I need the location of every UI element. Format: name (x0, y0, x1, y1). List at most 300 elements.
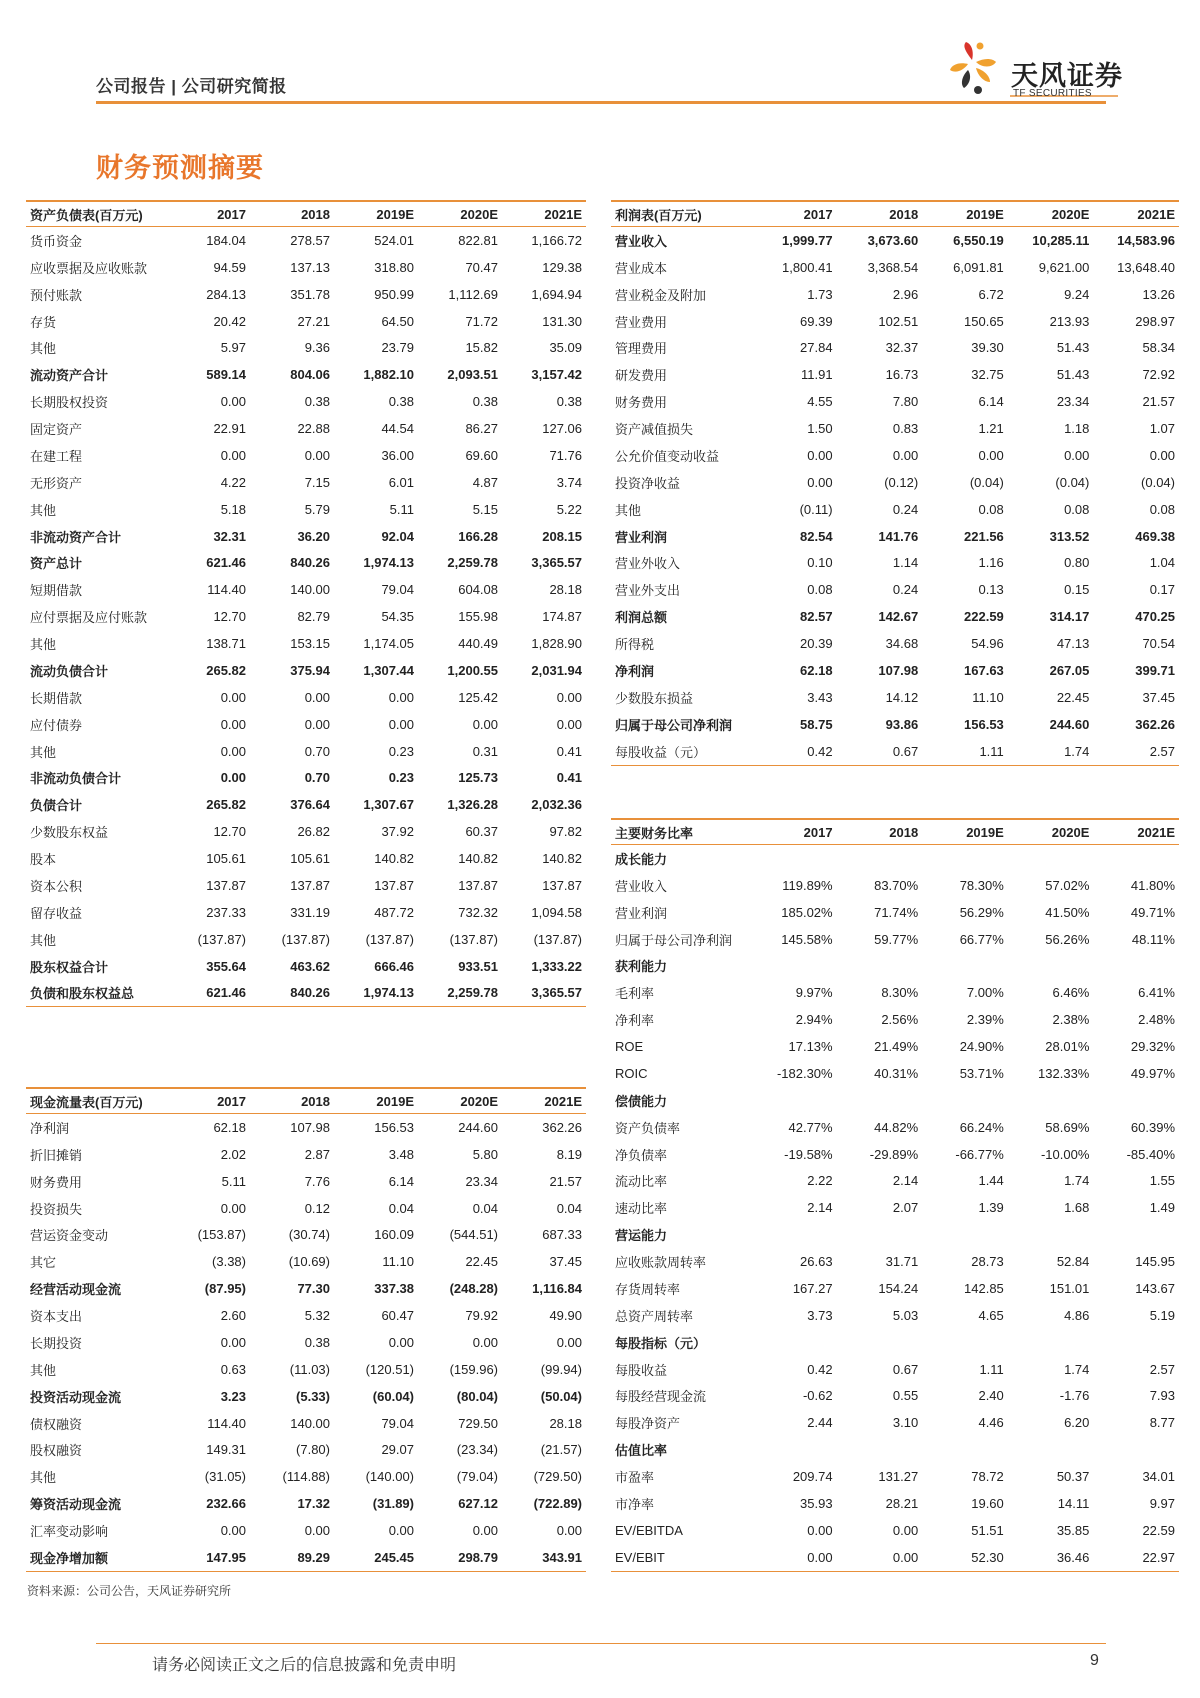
cell-value: 23.34 (465, 1173, 498, 1189)
cell-value: 2.07 (892, 1200, 919, 1216)
cell-value: 1.74 (1064, 1361, 1090, 1377)
cell-value: 0.80 (1064, 555, 1090, 571)
cell-value: 71.74% (874, 904, 919, 920)
cell-value: 5.11 (389, 501, 414, 517)
row-label: 营业收入 (615, 878, 668, 894)
year-header: 2020E (1008, 819, 1094, 845)
row-label: 长期借款 (30, 690, 83, 706)
cell-value: 22.45 (1056, 689, 1090, 705)
cell-value (1093, 1436, 1179, 1463)
cell-value: 1,828.90 (531, 636, 582, 652)
cell-value: 82.57 (800, 609, 833, 625)
cell-value: 1,112.69 (448, 286, 498, 302)
cell-value: 154.24 (878, 1280, 919, 1296)
row-label: 营业成本 (615, 260, 668, 276)
table-row (611, 1006, 1179, 1033)
cell-value: 156.53 (374, 1119, 414, 1135)
year-header: 2017 (751, 201, 837, 227)
income-statement-table (611, 200, 1179, 766)
cell-value: 0.38 (472, 394, 498, 410)
cell-value: 6.01 (388, 474, 414, 490)
table-row (26, 281, 586, 308)
cell-value: 2,031.94 (531, 662, 582, 678)
page-number: 9 (1090, 1652, 1099, 1669)
year-header: 2019E (334, 201, 418, 227)
cell-value: 1.44 (978, 1173, 1004, 1189)
cell-value: 69.39 (800, 313, 833, 329)
cell-value: 2.57 (1149, 1361, 1175, 1377)
cell-value: 463.62 (290, 958, 330, 974)
cell-value: 77.30 (297, 1281, 330, 1297)
cell-value: (7.80) (296, 1442, 330, 1458)
cell-value: 14.12 (885, 689, 919, 705)
cell-value: 37.45 (1142, 689, 1175, 705)
cell-value (1008, 845, 1094, 872)
row-label: 营运资金变动 (30, 1228, 109, 1244)
table-row (26, 496, 586, 523)
cell-value: 37.92 (381, 824, 414, 840)
cell-value (922, 1329, 1008, 1356)
table-row (611, 1409, 1179, 1436)
cell-value: (31.05) (204, 1469, 246, 1485)
cell-value: 22.45 (465, 1254, 498, 1270)
table-row (611, 899, 1179, 926)
row-label: 公允价值变动收益 (615, 448, 720, 464)
row-label: ROE (615, 1039, 644, 1055)
row-label: 无形资产 (30, 475, 83, 491)
row-label: 股东权益合计 (30, 959, 109, 975)
cell-value: 20.42 (213, 313, 246, 329)
cell-value (837, 1221, 923, 1248)
row-label: 成长能力 (615, 851, 668, 867)
cell-value: 89.29 (250, 1544, 334, 1571)
cell-value: 0.23 (388, 770, 414, 786)
cell-value: 2.40 (978, 1388, 1004, 1404)
cell-value: 0.38 (556, 394, 582, 410)
cell-value: -66.77% (955, 1146, 1004, 1162)
row-label: 估值比率 (615, 1443, 668, 1459)
row-label: 资产减值损失 (615, 422, 694, 438)
table-row (26, 523, 586, 550)
cell-value: 32.37 (885, 340, 919, 356)
cell-value: 376.64 (290, 797, 330, 813)
cell-value: 24.90% (959, 1039, 1004, 1055)
cell-value: 314.17 (1049, 609, 1090, 625)
table-row (611, 1168, 1179, 1195)
cell-value: 1,094.58 (531, 904, 582, 920)
cell-value: 62.18 (800, 662, 833, 678)
cell-value: 141.76 (878, 528, 919, 544)
cell-value: 0.00 (388, 716, 414, 732)
cell-value: 4.65 (978, 1307, 1004, 1323)
cell-value: 621.46 (166, 980, 250, 1007)
cell-value: 2.48% (1138, 1012, 1175, 1028)
row-label: 营业收入 (615, 233, 668, 249)
cell-value (922, 845, 1008, 872)
cell-value: 0.04 (388, 1200, 414, 1216)
cell-value (922, 953, 1008, 980)
cell-value: 184.04 (206, 232, 246, 248)
cell-value: 58.69% (1045, 1119, 1090, 1135)
cell-value: 31.71 (885, 1254, 919, 1270)
row-label: 偿债能力 (615, 1093, 668, 1109)
cell-value: (11.03) (289, 1361, 330, 1377)
row-label: 投资活动现金流 (30, 1389, 122, 1405)
cell-value: 4.55 (807, 394, 833, 410)
row-label: 货币资金 (30, 233, 83, 249)
cell-value: 244.60 (458, 1119, 498, 1135)
cell-value: 0.00 (1149, 447, 1175, 463)
table-row (611, 1087, 1179, 1114)
disclaimer-text: 请务必阅读正文之后的信息披露和免责申明 (152, 1657, 457, 1674)
cell-value: 232.66 (206, 1496, 246, 1512)
table-header-row (26, 201, 586, 227)
cell-value: 0.83 (892, 421, 919, 437)
table-row (611, 603, 1179, 630)
row-label: 资产总计 (30, 556, 83, 572)
cell-value: 470.25 (1135, 609, 1175, 625)
cell-value (751, 1329, 837, 1356)
cell-value: 145.95 (1135, 1254, 1175, 1270)
cell-value: 1.68 (1064, 1200, 1090, 1216)
cell-value: 56.29% (959, 904, 1004, 920)
table-row (26, 576, 586, 603)
cell-value: 167.63 (964, 662, 1004, 678)
cell-value (1008, 1087, 1094, 1114)
cell-value: 6.41% (1138, 985, 1175, 1001)
table-row (26, 953, 586, 980)
cell-value: 149.31 (206, 1442, 246, 1458)
row-label: 营运能力 (615, 1228, 668, 1244)
cell-value: -85.40% (1126, 1146, 1175, 1162)
cell-value: 151.01 (1049, 1280, 1090, 1296)
logo-petal-orange-right (976, 59, 996, 67)
cell-value (751, 1221, 837, 1248)
cell-value: 2.14 (807, 1200, 833, 1216)
cell-value: 137.87 (374, 877, 414, 893)
cell-value: 17.32 (297, 1496, 330, 1512)
cell-value: 3,157.42 (531, 367, 582, 383)
table-row (611, 335, 1179, 362)
cell-value: 52.84 (1056, 1254, 1090, 1270)
cell-value: 60.47 (381, 1308, 414, 1324)
cell-value: 1,307.67 (363, 797, 414, 813)
cell-value: 5.79 (304, 501, 330, 517)
table-row (611, 630, 1179, 657)
cell-value: 143.67 (1135, 1280, 1175, 1296)
cell-value: (0.12) (884, 474, 919, 490)
cell-value: 2.39% (966, 1012, 1004, 1028)
row-label: 获利能力 (615, 959, 668, 975)
row-label: 投资净收益 (615, 475, 681, 491)
table-row (26, 254, 586, 281)
cell-value: 19.60 (971, 1495, 1004, 1511)
table-row (26, 550, 586, 577)
table-title: 现金流量表(百万元) (26, 1088, 166, 1114)
cell-value: 0.63 (220, 1361, 246, 1377)
row-label: 每股净资产 (615, 1416, 681, 1432)
year-header: 2018 (250, 201, 334, 227)
cell-value (922, 1221, 1008, 1248)
cell-value: 0.00 (892, 447, 919, 463)
cell-value: 0.00 (556, 1523, 582, 1539)
row-label: 资本公积 (30, 878, 83, 894)
cell-value: 140.00 (290, 582, 330, 598)
cell-value: 4.22 (220, 474, 246, 490)
cell-value: (79.04) (456, 1469, 498, 1485)
cell-value: 0.38 (388, 394, 414, 410)
cell-value: 9,621.00 (1038, 259, 1090, 275)
row-label: 投资损失 (30, 1201, 83, 1217)
cell-value: 28.01% (1045, 1039, 1090, 1055)
cell-value: 9.97% (795, 985, 833, 1001)
row-label: 其他 (30, 932, 57, 948)
cell-value: 1.39 (978, 1200, 1004, 1216)
cell-value: 3.74 (556, 474, 582, 490)
year-header: 2018 (837, 819, 923, 845)
cell-value: 284.13 (206, 286, 246, 302)
row-label: 净利率 (615, 1013, 655, 1029)
cell-value: 79.04 (381, 1415, 414, 1431)
cell-value: (30.74) (288, 1227, 330, 1243)
cell-value: 1,694.94 (531, 286, 582, 302)
cell-value: 0.00 (304, 689, 330, 705)
cell-value (837, 845, 923, 872)
table-row (611, 388, 1179, 415)
cell-value: 60.39% (1130, 1119, 1175, 1135)
cell-value: 92.04 (381, 528, 414, 544)
cell-value: 318.80 (374, 259, 414, 275)
cell-value: 1.50 (807, 421, 833, 437)
cell-value: 2.22 (807, 1173, 833, 1189)
cell-value: 362.26 (542, 1119, 582, 1135)
row-label: 折旧摊销 (30, 1147, 83, 1163)
table-row (611, 1302, 1179, 1329)
cell-value: (31.89) (372, 1496, 414, 1512)
cell-value (1093, 1221, 1179, 1248)
table-row (611, 872, 1179, 899)
row-label: 资本支出 (30, 1309, 83, 1325)
balance-sheet-table (26, 200, 586, 1007)
cell-value: 7.93 (1149, 1388, 1175, 1404)
cell-value: 0.10 (807, 555, 833, 571)
cell-value: 56.26% (1045, 931, 1090, 947)
cell-value: 44.54 (381, 421, 414, 437)
cell-value: 1,174.05 (363, 636, 414, 652)
cell-value: 0.31 (472, 743, 498, 759)
cell-value: 3,673.60 (867, 232, 919, 248)
cell-value: 313.52 (1049, 528, 1090, 544)
cell-value: 0.00 (220, 689, 246, 705)
cell-value: 375.94 (290, 662, 330, 678)
cell-value: 150.65 (964, 313, 1004, 329)
cell-value: 1.11 (922, 738, 1008, 765)
table-row (611, 926, 1179, 953)
cell-value: 48.11% (1131, 931, 1175, 947)
cell-value: 0.00 (472, 716, 498, 732)
cell-value: 0.41 (556, 770, 582, 786)
cell-value: 0.70 (304, 770, 330, 786)
row-label: 负债和股东权益总 (26, 980, 166, 1007)
cell-value (751, 1436, 837, 1463)
cell-value: 0.00 (556, 1334, 582, 1350)
table-row (611, 1248, 1179, 1275)
logo-dot-top (977, 43, 984, 50)
cell-value: 137.87 (458, 877, 498, 893)
cell-value: 142.67 (878, 609, 919, 625)
table-row (611, 576, 1179, 603)
cell-value: (10.69) (288, 1254, 330, 1270)
cell-value: 1.55 (1149, 1173, 1175, 1189)
cell-value: 132.33% (1038, 1065, 1090, 1081)
cell-value (1093, 1329, 1179, 1356)
cell-value: 58.34 (1142, 340, 1175, 356)
row-label: 净利润 (615, 663, 655, 679)
cell-value: 7.80 (892, 394, 919, 410)
cell-value: 78.30% (959, 877, 1004, 893)
cell-value: 1.14 (892, 555, 919, 571)
cell-value: 102.51 (878, 313, 919, 329)
cell-value: 278.57 (290, 232, 330, 248)
cell-value (1008, 1329, 1094, 1356)
cell-value: 34.68 (885, 636, 919, 652)
table-row (611, 711, 1179, 738)
cell-value: (80.04) (456, 1388, 498, 1404)
cell-value: 0.00 (220, 716, 246, 732)
cell-value: 131.30 (542, 313, 582, 329)
cell-value: 298.97 (1135, 313, 1175, 329)
header-divider (96, 101, 1106, 104)
cell-value: 0.00 (807, 474, 833, 490)
cell-value: 26.82 (297, 824, 330, 840)
cell-value: 142.85 (964, 1280, 1004, 1296)
cell-value: 137.87 (290, 877, 330, 893)
row-label: 市净率 (615, 1496, 655, 1512)
cell-value: 11.10 (972, 689, 1004, 705)
cell-value: 0.04 (472, 1200, 498, 1216)
cell-value: 5.80 (472, 1146, 498, 1162)
cell-value: 0.13 (978, 582, 1004, 598)
row-label: 流动资产合计 (30, 368, 109, 384)
year-header: 2019E (334, 1088, 418, 1114)
row-label: 其他 (615, 502, 642, 518)
cell-value: 26.63 (800, 1254, 833, 1270)
cell-value: 22.88 (297, 421, 330, 437)
cell-value: 137.87 (542, 877, 582, 893)
row-label: 汇率变动影响 (30, 1524, 109, 1540)
footer-divider (96, 1643, 1106, 1644)
cell-value: (50.04) (540, 1388, 582, 1404)
cell-value: 3,365.57 (531, 555, 582, 571)
row-label: 存货 (30, 314, 57, 330)
row-label: 流动比率 (615, 1174, 668, 1190)
cell-value: 71.72 (465, 313, 498, 329)
table-row (26, 388, 586, 415)
cell-value: 36.46 (1008, 1544, 1094, 1571)
row-label: 少数股东损益 (615, 690, 694, 706)
cell-value: 687.33 (542, 1227, 582, 1243)
cell-value: 4.86 (1064, 1307, 1090, 1323)
cell-value: 0.08 (807, 582, 833, 598)
cell-value: 351.78 (290, 286, 330, 302)
cell-value: 0.00 (807, 447, 833, 463)
cell-value: 94.59 (213, 259, 246, 275)
row-label: 研发费用 (615, 368, 668, 384)
year-header: 2017 (751, 819, 837, 845)
row-label: 所得税 (615, 637, 655, 653)
row-label: 归属于母公司净利润 (615, 717, 733, 733)
cash-flow-table (26, 1087, 586, 1572)
row-label: 营业利润 (615, 529, 668, 545)
row-label: 其它 (30, 1255, 57, 1271)
cell-value: 0.00 (304, 716, 330, 732)
table-row (611, 1060, 1179, 1087)
cell-value: 0.38 (304, 1334, 330, 1350)
cell-value: 27.84 (800, 340, 833, 356)
cell-value: 35.09 (549, 340, 582, 356)
cell-value: -29.89% (869, 1146, 919, 1162)
cell-value: 51.43 (1056, 367, 1090, 383)
cell-value: 52.30 (922, 1544, 1008, 1571)
cell-value: 3.10 (892, 1415, 919, 1431)
cell-value: 35.85 (1056, 1522, 1090, 1538)
cell-value: 72.92 (1142, 367, 1175, 383)
cell-value: 1.07 (1149, 421, 1175, 437)
cell-value: 2.94% (795, 1012, 833, 1028)
year-header: 2019E (922, 201, 1008, 227)
table-row (611, 738, 1179, 765)
cell-value: 20.39 (800, 636, 833, 652)
financial-ratios-table (611, 818, 1179, 1572)
year-header: 2020E (418, 201, 502, 227)
cell-value: 1,882.10 (363, 367, 414, 383)
cell-value: 36.20 (297, 528, 330, 544)
row-label: 在建工程 (30, 448, 83, 464)
cell-value: 23.79 (381, 340, 414, 356)
table-row (26, 1383, 586, 1410)
cell-value: 604.08 (458, 582, 498, 598)
row-label: 其他 (30, 341, 57, 357)
table-row (26, 1222, 586, 1249)
cell-value: 27.21 (297, 313, 330, 329)
row-label: 债权融资 (30, 1416, 83, 1432)
year-header: 2018 (250, 1088, 334, 1114)
cell-value: 9.36 (304, 340, 330, 356)
cell-value: 57.02% (1045, 877, 1090, 893)
cell-value: 62.18 (213, 1119, 246, 1135)
cell-value: 28.21 (885, 1495, 919, 1511)
row-label: 股本 (30, 852, 57, 868)
cell-value: 245.45 (334, 1544, 418, 1571)
cell-value: (137.87) (281, 931, 330, 947)
table-row (26, 1195, 586, 1222)
cell-value: 840.26 (290, 555, 330, 571)
cell-value: 11.91 (801, 367, 833, 383)
section-title: 财务预测摘要 (96, 153, 264, 183)
table-row (611, 1275, 1179, 1302)
cell-value: 41.50% (1045, 904, 1090, 920)
cell-value: 7.00% (966, 985, 1004, 1001)
cell-value (837, 953, 923, 980)
cell-value: 34.01 (1142, 1469, 1175, 1485)
cell-value: 5.32 (304, 1308, 330, 1324)
cell-value: 732.32 (458, 904, 498, 920)
cell-value: 6.14 (388, 1173, 414, 1189)
cell-value (837, 1436, 923, 1463)
cell-value: (137.87) (197, 931, 246, 947)
table-row (26, 657, 586, 684)
cell-value: 222.59 (964, 609, 1004, 625)
